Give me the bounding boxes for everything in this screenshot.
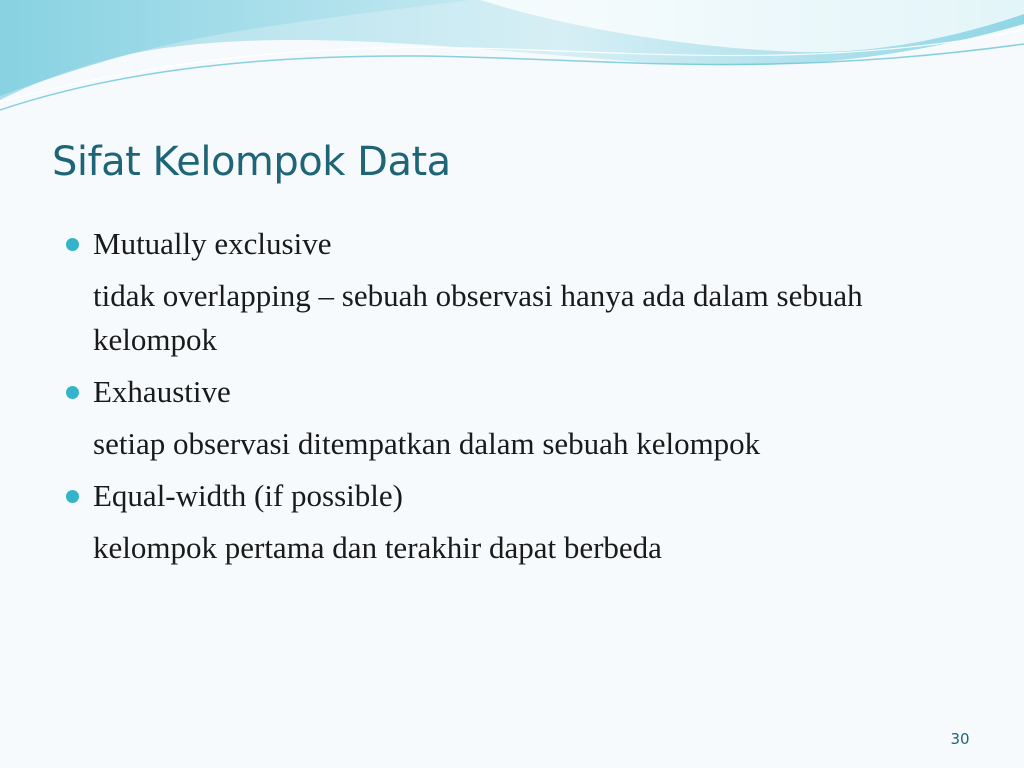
bullet-detail: kelompok pertama dan terakhir dapat berbeda	[93, 530, 662, 565]
bullet-dot-icon	[66, 490, 79, 503]
bullet-heading: Equal-width (if possible)	[93, 478, 403, 513]
bullet-detail: tidak overlapping – sebuah observasi hanya ada dalam sebuah kelompok	[93, 278, 863, 357]
bullet-heading: Exhaustive	[93, 374, 231, 409]
bullet-item	[66, 370, 966, 414]
bullet-dot-icon	[66, 386, 79, 399]
bullet-item	[66, 222, 966, 266]
bullet-item	[66, 474, 966, 518]
bullet-dot-icon	[66, 238, 79, 251]
bullet-detail: setiap observasi ditempatkan dalam sebuah kelompok	[93, 426, 761, 461]
slide-title: Sifat Kelompok Data	[52, 139, 451, 185]
header-wave-decoration	[0, 0, 1024, 120]
page-number: 30	[950, 730, 970, 748]
slide-content	[66, 222, 966, 570]
bullet-heading: Mutually exclusive	[93, 226, 332, 261]
